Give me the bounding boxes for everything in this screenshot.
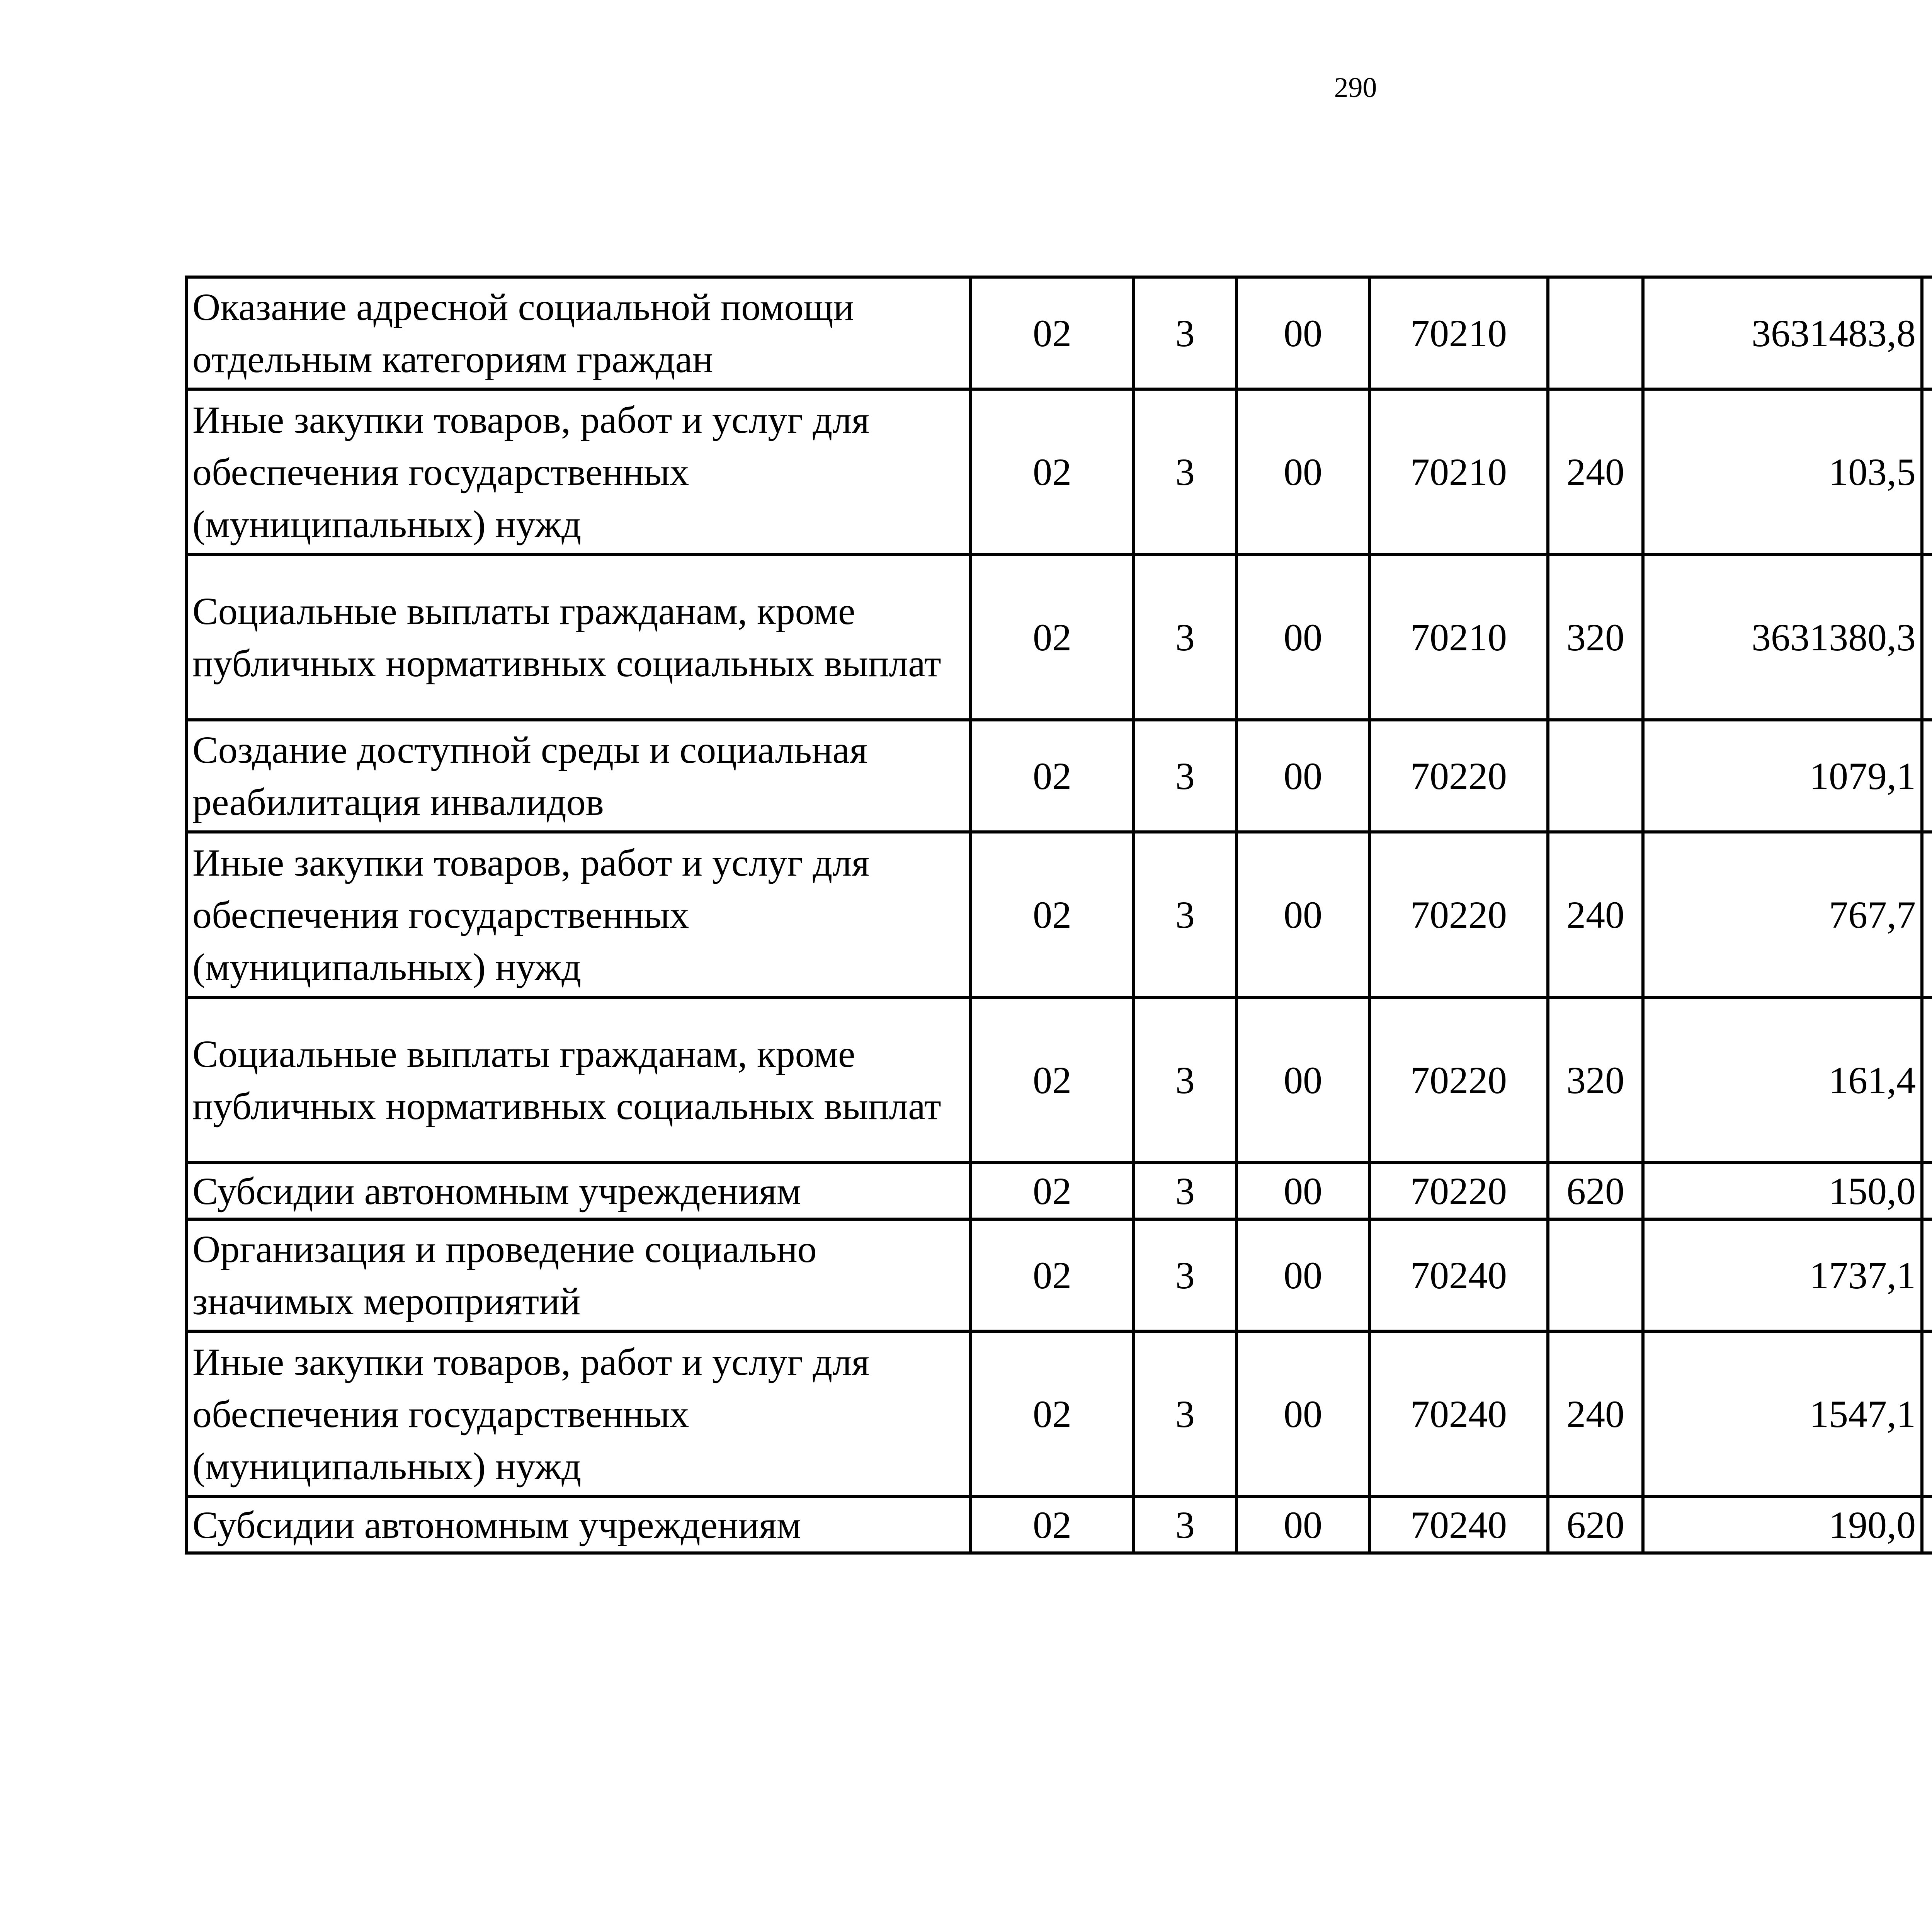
code-expense-type: 620 xyxy=(1548,1163,1643,1219)
amount-2 xyxy=(1922,720,1932,832)
row-name: Иные закупки товаров, работ и услуг для обеспечения государственных (муниципальных) нужд xyxy=(186,389,971,555)
code-program: 3 xyxy=(1134,997,1236,1163)
code-section: 02 xyxy=(971,832,1134,997)
amount-2 xyxy=(1922,997,1932,1163)
code-direction: 70240 xyxy=(1369,1331,1548,1497)
amount-1: 1079,1 xyxy=(1643,720,1922,832)
code-direction: 70210 xyxy=(1369,277,1548,389)
code-direction: 70240 xyxy=(1369,1497,1548,1553)
table-row xyxy=(186,1163,1932,1219)
row-name: Субсидии автономным учреждениям xyxy=(186,1497,971,1553)
row-name: Создание доступной среды и социальная реабилитация инвалидов xyxy=(186,720,971,832)
code-subprogram: 00 xyxy=(1236,1219,1369,1331)
code-subprogram: 00 xyxy=(1236,555,1369,720)
row-name: Социальные выплаты гражданам, кроме публичных нормативных социальных выплат xyxy=(186,555,971,720)
code-expense-type xyxy=(1548,720,1643,832)
code-expense-type: 240 xyxy=(1548,389,1643,555)
amount-1: 150,0 xyxy=(1643,1163,1922,1219)
code-section: 02 xyxy=(971,720,1134,832)
amount-2 xyxy=(1922,1331,1932,1497)
code-expense-type: 240 xyxy=(1548,832,1643,997)
code-expense-type xyxy=(1548,277,1643,389)
code-section: 02 xyxy=(971,555,1134,720)
code-program: 3 xyxy=(1134,832,1236,997)
code-direction: 70220 xyxy=(1369,1163,1548,1219)
code-section: 02 xyxy=(971,389,1134,555)
table-row xyxy=(186,277,1932,389)
code-expense-type: 320 xyxy=(1548,555,1643,720)
code-direction: 70240 xyxy=(1369,1219,1548,1331)
code-program: 3 xyxy=(1134,389,1236,555)
row-name: Организация и проведение социально значимых мероприятий xyxy=(186,1219,971,1331)
code-expense-type: 620 xyxy=(1548,1497,1643,1553)
amount-1: 1547,1 xyxy=(1643,1331,1922,1497)
code-subprogram: 00 xyxy=(1236,1331,1369,1497)
row-name: Социальные выплаты гражданам, кроме публичных нормативных социальных выплат xyxy=(186,997,971,1163)
amount-2 xyxy=(1922,555,1932,720)
code-subprogram: 00 xyxy=(1236,832,1369,997)
code-program: 3 xyxy=(1134,1331,1236,1497)
amount-2 xyxy=(1922,389,1932,555)
code-direction: 70220 xyxy=(1369,832,1548,997)
code-direction: 70210 xyxy=(1369,555,1548,720)
amount-1: 190,0 xyxy=(1643,1497,1922,1553)
code-section: 02 xyxy=(971,997,1134,1163)
code-section: 02 xyxy=(971,1331,1134,1497)
row-name: Иные закупки товаров, работ и услуг для обеспечения государственных (муниципальных) нужд xyxy=(186,1331,971,1497)
code-section: 02 xyxy=(971,1163,1134,1219)
code-expense-type: 320 xyxy=(1548,997,1643,1163)
code-program: 3 xyxy=(1134,1163,1236,1219)
amount-1: 3631483,8 xyxy=(1643,277,1922,389)
code-direction: 70220 xyxy=(1369,720,1548,832)
amount-2 xyxy=(1922,1219,1932,1331)
amount-2 xyxy=(1922,832,1932,997)
code-section: 02 xyxy=(971,1497,1134,1553)
table-row xyxy=(186,389,1932,555)
code-section: 02 xyxy=(971,277,1134,389)
budget-table xyxy=(185,276,1932,1555)
row-name: Оказание адресной социальной помощи отдельным категориям граждан xyxy=(186,277,971,389)
amount-1: 103,5 xyxy=(1643,389,1922,555)
code-subprogram: 00 xyxy=(1236,389,1369,555)
amount-1: 161,4 xyxy=(1643,997,1922,1163)
table-row xyxy=(186,720,1932,832)
table-row xyxy=(186,997,1932,1163)
table-row xyxy=(186,1497,1932,1553)
code-program: 3 xyxy=(1134,1497,1236,1553)
code-program: 3 xyxy=(1134,555,1236,720)
row-name: Субсидии автономным учреждениям xyxy=(186,1163,971,1219)
code-subprogram: 00 xyxy=(1236,1497,1369,1553)
code-direction: 70210 xyxy=(1369,389,1548,555)
code-expense-type: 240 xyxy=(1548,1331,1643,1497)
amount-2 xyxy=(1922,1497,1932,1553)
code-subprogram: 00 xyxy=(1236,1163,1369,1219)
amount-1: 1737,1 xyxy=(1643,1219,1922,1331)
amount-1: 767,7 xyxy=(1643,832,1922,997)
row-name: Иные закупки товаров, работ и услуг для обеспечения государственных (муниципальных) нужд xyxy=(186,832,971,997)
amount-2 xyxy=(1922,277,1932,389)
code-direction: 70220 xyxy=(1369,997,1548,1163)
table-row xyxy=(186,1331,1932,1497)
code-expense-type xyxy=(1548,1219,1643,1331)
amount-2 xyxy=(1922,1163,1932,1219)
code-program: 3 xyxy=(1134,277,1236,389)
amount-1: 3631380,3 xyxy=(1643,555,1922,720)
code-program: 3 xyxy=(1134,720,1236,832)
code-subprogram: 00 xyxy=(1236,720,1369,832)
code-section: 02 xyxy=(971,1219,1134,1331)
table-row xyxy=(186,1219,1932,1331)
code-subprogram: 00 xyxy=(1236,997,1369,1163)
table-row xyxy=(186,555,1932,720)
page-number: 290 xyxy=(1334,72,1377,104)
code-program: 3 xyxy=(1134,1219,1236,1331)
code-subprogram: 00 xyxy=(1236,277,1369,389)
table-row xyxy=(186,832,1932,997)
